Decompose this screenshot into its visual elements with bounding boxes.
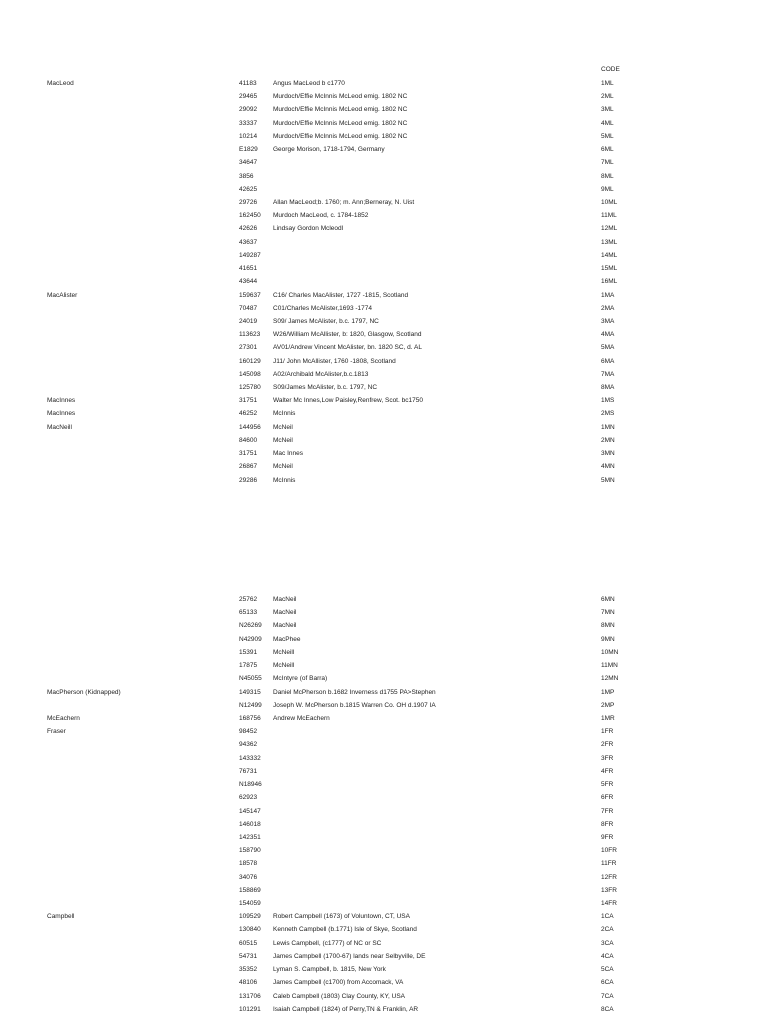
table-row xyxy=(0,993,768,1006)
code-cell: 3MN xyxy=(601,450,615,458)
id-cell: 101291 xyxy=(239,1005,261,1013)
table-row xyxy=(0,702,768,715)
description-cell: S09/James McAlister, b.c. 1797, NC xyxy=(273,384,378,392)
code-cell: 12MN xyxy=(601,675,619,683)
id-cell: 26867 xyxy=(239,463,258,471)
id-cell: 27301 xyxy=(239,344,258,352)
id-cell: N12499 xyxy=(239,701,262,709)
description-cell: George Morison, 1718-1794, Germany xyxy=(273,146,385,154)
table-row xyxy=(0,477,768,490)
code-cell: 7FR xyxy=(601,807,614,815)
id-cell: 94362 xyxy=(239,741,258,749)
code-cell: 6CA xyxy=(601,979,614,987)
id-cell: 131706 xyxy=(239,992,261,1000)
table-row xyxy=(0,225,768,238)
code-cell: 4MA xyxy=(601,331,615,339)
code-cell: 1MA xyxy=(601,291,615,299)
id-cell: 70487 xyxy=(239,304,258,312)
table-row xyxy=(0,675,768,688)
id-cell: N26269 xyxy=(239,622,262,630)
table-row xyxy=(0,913,768,926)
code-cell: 9MN xyxy=(601,635,615,643)
id-cell: 46252 xyxy=(239,410,258,418)
table-row xyxy=(0,609,768,622)
id-cell: 15391 xyxy=(239,648,258,656)
id-cell: 149315 xyxy=(239,688,261,696)
id-cell: 48106 xyxy=(239,979,258,987)
table-row xyxy=(0,331,768,344)
description-cell: Lindsay Gordon Mcleodl xyxy=(273,225,344,233)
id-cell: 142351 xyxy=(239,833,261,841)
description-cell: C16/ Charles MacAlister, 1727 -1815, Scotland xyxy=(273,291,409,299)
id-cell: 76731 xyxy=(239,767,258,775)
id-cell: 143332 xyxy=(239,754,261,762)
id-cell: 31751 xyxy=(239,397,258,405)
code-cell: 8MA xyxy=(601,384,615,392)
id-cell: 18578 xyxy=(239,860,258,868)
code-cell: 8MN xyxy=(601,622,615,630)
description-cell: McNeil xyxy=(273,423,293,431)
table-row xyxy=(0,768,768,781)
code-cell: 11FR xyxy=(601,860,617,868)
table-row xyxy=(0,199,768,212)
id-cell: 29092 xyxy=(239,106,258,114)
code-cell: 8FR xyxy=(601,820,614,828)
code-cell: 5FR xyxy=(601,781,614,789)
id-cell: 60515 xyxy=(239,939,258,947)
code-cell: 6MN xyxy=(601,596,615,603)
table-row xyxy=(0,252,768,265)
code-cell: 6MA xyxy=(601,357,615,365)
table-row xyxy=(0,120,768,133)
code-cell: 3CA xyxy=(601,939,614,947)
id-cell: 29286 xyxy=(239,476,258,484)
code-cell: 13FR xyxy=(601,886,617,894)
description-cell: Lyman S. Campbell, b. 1815, New York xyxy=(273,966,386,974)
code-cell: 11ML xyxy=(601,212,617,220)
code-cell: 2MP xyxy=(601,701,615,709)
description-cell: Walter Mc Innes,Low Paisley,Renfrew, Scot. bc1750 xyxy=(273,397,423,405)
code-cell: 4CA xyxy=(601,952,614,960)
surname-cell: MacAlister xyxy=(47,291,78,299)
code-cell: 14ML xyxy=(601,251,618,259)
id-cell: E1829 xyxy=(239,146,258,154)
id-cell: 34647 xyxy=(239,159,258,167)
table-row xyxy=(0,437,768,450)
table-row xyxy=(0,212,768,225)
code-cell: 15ML xyxy=(601,265,618,273)
description-cell: McNeill xyxy=(273,648,295,656)
description-cell: MacPhee xyxy=(273,635,301,643)
code-cell: 14FR xyxy=(601,900,617,908)
code-cell: 4FR xyxy=(601,767,614,775)
description-cell: Murdoch/Effie McInnis McLeod emig. 1802 NC xyxy=(273,119,408,127)
description-cell: A02/Archibald McAlister,b.c.1813 xyxy=(273,370,369,378)
table-row xyxy=(0,715,768,728)
table-row xyxy=(0,186,768,199)
table-row xyxy=(0,305,768,318)
description-cell: AV01/Andrew Vincent McAlister, bn. 1820 SC, d. AL xyxy=(273,344,422,352)
description-cell: Caleb Campbell (1803) Clay County, KY, USA xyxy=(273,992,405,1000)
table-row xyxy=(0,887,768,900)
code-cell: 7CA xyxy=(601,992,614,1000)
table-row xyxy=(0,292,768,305)
description-cell: McNeill xyxy=(273,662,295,670)
table-row xyxy=(0,728,768,741)
code-cell: 5MA xyxy=(601,344,615,352)
table-row xyxy=(0,649,768,662)
surname-cell: Fraser xyxy=(47,728,66,736)
id-cell: 29465 xyxy=(239,93,258,101)
code-cell: 13ML xyxy=(601,238,618,246)
id-cell: 24019 xyxy=(239,317,258,325)
code-cell: 1ML xyxy=(601,80,614,87)
description-cell: Murdoch MacLeod, c. 1784-1852 xyxy=(273,212,369,220)
table-row xyxy=(0,821,768,834)
description-cell: S09/ James McAlister, b.c. 1797, NC xyxy=(273,317,379,325)
description-cell: Lewis Campbell, (c1777) of NC or SC xyxy=(273,939,382,947)
code-cell: 4MN xyxy=(601,463,615,471)
surname-cell: MacInnes xyxy=(47,410,76,418)
code-cell: 2MA xyxy=(601,304,615,312)
table-row xyxy=(0,874,768,887)
table-row xyxy=(0,410,768,423)
description-cell: McInnis xyxy=(273,476,296,484)
id-cell: 17875 xyxy=(239,662,258,670)
id-cell: 3856 xyxy=(239,172,254,180)
id-cell: 146018 xyxy=(239,820,261,828)
table-row xyxy=(0,808,768,821)
id-cell: 41183 xyxy=(239,80,257,87)
id-cell: 33337 xyxy=(239,119,258,127)
id-cell: 168756 xyxy=(239,714,261,722)
description-cell: MacNeil xyxy=(273,596,297,603)
table-row xyxy=(0,781,768,794)
id-cell: 158790 xyxy=(239,847,261,855)
id-cell: 42626 xyxy=(239,225,258,233)
description-cell: MacNeil xyxy=(273,622,297,630)
table-section-1 xyxy=(0,80,768,490)
surname-cell: MacLeod xyxy=(47,80,74,87)
id-cell: 145098 xyxy=(239,370,261,378)
id-cell: 10214 xyxy=(239,132,258,140)
table-row xyxy=(0,173,768,186)
id-cell: 65133 xyxy=(239,609,258,617)
id-cell: N45055 xyxy=(239,675,262,683)
code-cell: 3MA xyxy=(601,317,615,325)
description-cell: McIntyre (of Barra) xyxy=(273,675,328,683)
id-cell: 160129 xyxy=(239,357,261,365)
id-cell: 34076 xyxy=(239,873,258,881)
table-row xyxy=(0,1006,768,1019)
code-cell: 3ML xyxy=(601,106,614,114)
id-cell: 109529 xyxy=(239,913,261,921)
code-cell: 9ML xyxy=(601,185,614,193)
table-section-2 xyxy=(0,596,768,1019)
surname-cell: Campbell xyxy=(47,913,75,921)
table-row xyxy=(0,344,768,357)
table-row xyxy=(0,106,768,119)
id-cell: 41651 xyxy=(239,265,258,273)
table-row xyxy=(0,636,768,649)
description-cell: James Campbell (c1700) from Accomack, VA xyxy=(273,979,404,987)
table-row xyxy=(0,847,768,860)
id-cell: 159637 xyxy=(239,291,261,299)
id-cell: 149287 xyxy=(239,251,261,259)
id-cell: 113623 xyxy=(239,331,261,339)
table-row xyxy=(0,622,768,635)
table-row xyxy=(0,596,768,609)
table-row xyxy=(0,358,768,371)
id-cell: 154059 xyxy=(239,900,261,908)
code-cell: 1MS xyxy=(601,397,615,405)
code-cell: 6ML xyxy=(601,146,614,154)
description-cell: Murdoch/Effie McInnis McLeod emig. 1802 NC xyxy=(273,93,408,101)
table-row xyxy=(0,979,768,992)
code-cell: 2CA xyxy=(601,926,614,934)
code-cell: 1CA xyxy=(601,913,614,921)
code-cell: 2ML xyxy=(601,93,614,101)
code-cell: 10MN xyxy=(601,648,619,656)
description-cell: C01/Charles McAlister,1693 -1774 xyxy=(273,304,372,312)
code-cell: 5CA xyxy=(601,966,614,974)
code-cell: 2MS xyxy=(601,410,615,418)
table-row xyxy=(0,397,768,410)
code-cell: 1FR xyxy=(601,728,614,736)
id-cell: 145147 xyxy=(239,807,261,815)
table-row xyxy=(0,424,768,437)
code-cell: 12ML xyxy=(601,225,618,233)
surname-cell: MacNeill xyxy=(47,423,72,431)
table-row xyxy=(0,371,768,384)
table-row xyxy=(0,384,768,397)
description-cell: Mac Innes xyxy=(273,450,303,458)
id-cell: 29726 xyxy=(239,198,258,206)
table-row xyxy=(0,834,768,847)
id-cell: 31751 xyxy=(239,450,258,458)
id-cell: 84600 xyxy=(239,436,258,444)
surname-cell: MacInnes xyxy=(47,397,76,405)
code-cell: 10FR xyxy=(601,847,617,855)
table-row xyxy=(0,133,768,146)
table-row xyxy=(0,463,768,476)
table-row xyxy=(0,318,768,331)
id-cell: 158869 xyxy=(239,886,261,894)
id-cell: 125780 xyxy=(239,384,261,392)
description-cell: Allan MacLeod;b. 1760; m. Ann;Berneray, N. Uist xyxy=(273,198,415,206)
code-cell: 16ML xyxy=(601,278,618,286)
code-cell: 4ML xyxy=(601,119,614,127)
table-row xyxy=(0,239,768,252)
code-cell: 7ML xyxy=(601,159,614,167)
table-row xyxy=(0,278,768,291)
description-cell: Daniel McPherson b.1682 Inverness d1755 PA>Stephen xyxy=(273,688,436,696)
table-row xyxy=(0,900,768,913)
code-cell: 8ML xyxy=(601,172,614,180)
description-cell: Murdoch/Effie McInnis McLeod emig. 1802 NC xyxy=(273,106,408,114)
code-cell: 10ML xyxy=(601,198,618,206)
description-cell: Andrew McEachern xyxy=(273,714,330,722)
surname-cell: MacPherson (Kidnapped) xyxy=(47,688,121,696)
table-row xyxy=(0,794,768,807)
id-cell: N42909 xyxy=(239,635,262,643)
id-cell: 130840 xyxy=(239,926,261,934)
code-cell: 6FR xyxy=(601,794,614,802)
table-row xyxy=(0,146,768,159)
description-cell: MacNeil xyxy=(273,609,297,617)
description-cell: McInnis xyxy=(273,410,296,418)
code-cell: 2MN xyxy=(601,436,615,444)
description-cell: Isaiah Campbell (1824) of Perry,TN & Franklin, AR xyxy=(273,1005,419,1013)
surname-cell: McEachern xyxy=(47,714,80,722)
id-cell: 43644 xyxy=(239,278,258,286)
id-cell: 25762 xyxy=(239,596,258,603)
table-row xyxy=(0,953,768,966)
code-column-header: CODE xyxy=(601,66,620,73)
table-row xyxy=(0,265,768,278)
id-cell: 54731 xyxy=(239,952,258,960)
description-cell: McNeil xyxy=(273,463,293,471)
code-cell: 7MA xyxy=(601,370,615,378)
table-row xyxy=(0,860,768,873)
description-cell: J11/ John McAllister, 1760 -1808, Scotland xyxy=(273,357,396,365)
table-row xyxy=(0,926,768,939)
code-cell: 9FR xyxy=(601,833,614,841)
description-cell: Murdoch/Effie McInnis McLeod emig. 1802 NC xyxy=(273,132,408,140)
code-cell: 5MN xyxy=(601,476,615,484)
code-cell: 12FR xyxy=(601,873,617,881)
description-cell: Robert Campbell (1673) of Voluntown, CT, USA xyxy=(273,913,410,921)
id-cell: 43637 xyxy=(239,238,258,246)
code-cell: 8CA xyxy=(601,1005,614,1013)
description-cell: Joseph W. McPherson b.1815 Warren Co. OH d.1907 IA xyxy=(273,701,436,709)
code-cell: 7MN xyxy=(601,609,615,617)
table-row xyxy=(0,689,768,702)
table-row xyxy=(0,662,768,675)
code-cell: 11MN xyxy=(601,662,618,670)
id-cell: 35352 xyxy=(239,966,258,974)
table-row xyxy=(0,755,768,768)
description-cell: James Campbell (1700-67) lands near Selbyville, DE xyxy=(273,952,426,960)
code-cell: 1MP xyxy=(601,688,615,696)
table-row xyxy=(0,93,768,106)
id-cell: N18946 xyxy=(239,781,262,789)
id-cell: 42625 xyxy=(239,185,258,193)
id-cell: 144956 xyxy=(239,423,261,431)
table-row xyxy=(0,940,768,953)
code-cell: 5ML xyxy=(601,132,614,140)
id-cell: 62923 xyxy=(239,794,258,802)
table-row xyxy=(0,80,768,93)
table-row xyxy=(0,966,768,979)
code-cell: 1MR xyxy=(601,714,615,722)
description-cell: McNeil xyxy=(273,436,293,444)
table-row xyxy=(0,741,768,754)
description-cell: W26/William McAllister, b: 1820, Glasgow, Scotland xyxy=(273,331,422,339)
code-cell: 2FR xyxy=(601,741,614,749)
description-cell: Kenneth Campbell (b.1771) Isle of Skye, Scotland xyxy=(273,926,417,934)
code-cell: 1MN xyxy=(601,423,615,431)
description-cell: Angus MacLeod b c1770 xyxy=(273,80,345,87)
id-cell: 162450 xyxy=(239,212,261,220)
code-cell: 3FR xyxy=(601,754,614,762)
table-row xyxy=(0,450,768,463)
table-row xyxy=(0,159,768,172)
id-cell: 98452 xyxy=(239,728,258,736)
